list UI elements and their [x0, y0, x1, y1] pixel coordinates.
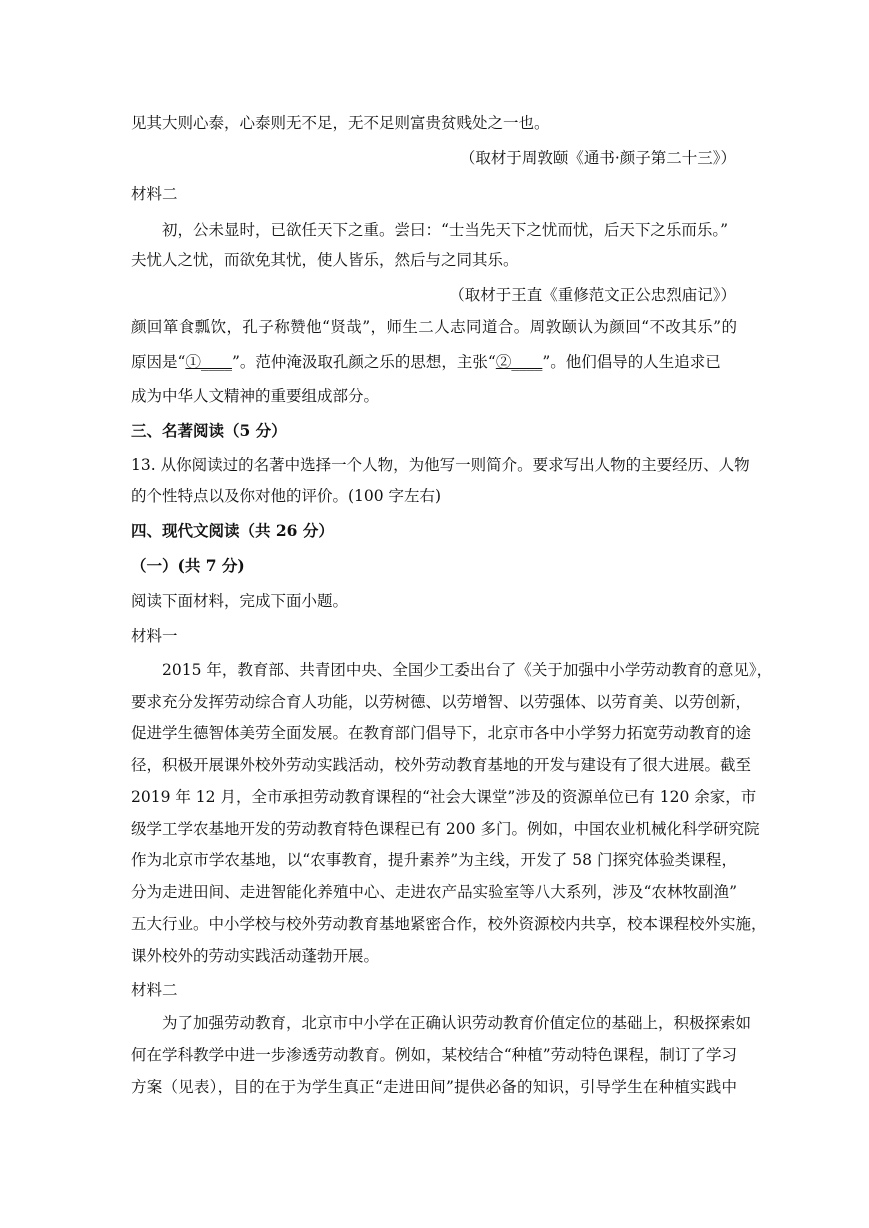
part-title: （一）(共 7 分) — [131, 556, 245, 575]
material-heading: 材料一 — [131, 627, 178, 645]
material-1-line: 五大行业。中小学校与校外劳动教育基地紧密合作，校外资源校内共享，校本课程校外实施， — [131, 915, 767, 933]
source-citation: （取材于周敦颐《通书·颜子第二十三》） — [459, 149, 736, 167]
material-2-line: 为了加强劳动教育，北京市中小学在正确认识劳动教育价值定位的基础上，积极探索如 — [162, 1014, 752, 1032]
answer-blank-2: ②____ — [495, 353, 543, 371]
material-1-line: 要求充分发挥劳动综合育人功能，以劳树德、以劳增智、以劳强体、以劳育美、以劳创新， — [131, 693, 752, 711]
material-2-line: 何在学科教学中进一步渗透劳动教育。例如，某校结合“种植”劳动特色课程，制订了学习 — [131, 1046, 737, 1064]
instruction-text: 阅读下面材料，完成下面小题。 — [131, 592, 349, 610]
question-13-line: 的个性特点以及你对他的评价。(100 字左右) — [131, 487, 442, 505]
material-heading: 材料二 — [131, 981, 178, 999]
question-13-line: 13. 从你阅读过的名著中选择一个人物，为他写一则简介。要求写出人物的主要经历、人物 — [131, 456, 750, 474]
passage-line: 见其大则心泰，心泰则无不足，无不足则富贵贫贱处之一也。 — [131, 114, 550, 132]
passage-line: 夫忧人之忧，而欲免其忧，使人皆乐，然后与之同其乐。 — [131, 251, 519, 269]
question-line: 成为中华人文精神的重要组成部分。 — [131, 387, 380, 405]
section-title: 四、现代文阅读（共 26 分） — [131, 521, 334, 540]
question-line: 颜回箪食瓢饮，孔子称赞他“贤哉”，师生二人志同道合。周敦颐认为颜回“不改其乐”的 — [131, 318, 737, 336]
question-text: 原因是“ — [131, 353, 186, 371]
section-title: 三、名著阅读（5 分） — [131, 421, 287, 440]
material-heading: 材料二 — [131, 185, 178, 203]
material-1-line: 促进学生德智体美劳全面发展。在教育部门倡导下，北京市各中小学努力拓宽劳动教育的途 — [131, 724, 752, 742]
material-1-line: 级学工学农基地开发的劳动教育特色课程已有 200 多门。例如，中国农业机械化科学研究院 — [131, 820, 760, 838]
material-1-line: 分为走进田间、走进智能化养殖中心、走进农产品实验室等八大系列，涉及“农林牧副渔” — [131, 883, 737, 901]
question-line-with-blanks — [131, 352, 721, 372]
question-text: ”。范仲淹汲取孔颜之乐的思想，主张“ — [231, 353, 496, 371]
material-1-line: 课外校外的劳动实践活动蓬勃开展。 — [131, 947, 380, 965]
question-text: ”。他们倡导的人生追求已 — [542, 353, 721, 371]
material-1-line: 径，积极开展课外校外劳动实践活动，校外劳动教育基地的开发与建设有了很大进展。截至 — [131, 756, 752, 774]
material-2-line: 方案（见表），目的在于为学生真正“走进田间”提供必备的知识，引导学生在种植实践中 — [131, 1078, 737, 1096]
material-1-line: 2019 年 12 月，全市承担劳动教育课程的“社会大课堂”涉及的资源单位已有 120 余家，市 — [131, 788, 757, 806]
source-citation: （取材于王直《重修范文正公忠烈庙记》） — [449, 286, 736, 304]
material-1-line: 2015 年，教育部、共青团中央、全国少工委出台了《关于加强中小学劳动教育的意见》， — [162, 661, 773, 679]
passage-line: 初，公未显时，已欲任天下之重。尝曰：“士当先天下之忧而忧，后天下之乐而乐。” — [162, 221, 729, 239]
answer-blank-1: ①____ — [185, 353, 232, 371]
material-1-line: 作为北京市学农基地，以“农事教育，提升素养”为主线，开发了 58 门探究体验类课程， — [131, 851, 737, 869]
